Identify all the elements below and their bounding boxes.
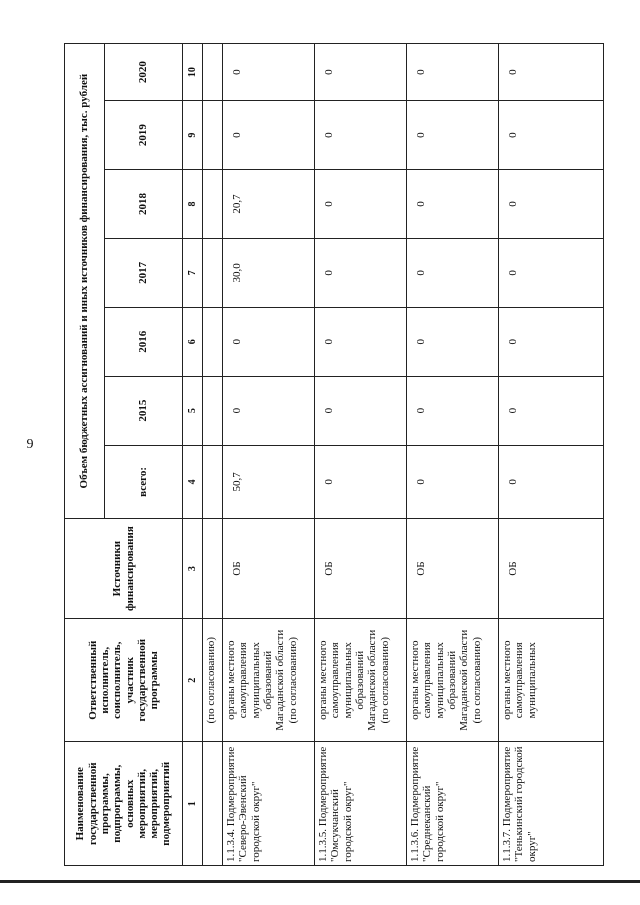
cell-value: 0 [223,307,315,376]
header-year: 2017 [105,238,183,307]
header-year: 2020 [105,44,183,101]
col-number: 1 [183,742,203,866]
cell-value: 0 [499,101,604,170]
cell-value: 0 [407,101,499,170]
cell-value: 0 [315,44,407,101]
header-year: 2019 [105,101,183,170]
col-number: 3 [183,519,203,619]
cell-value: 50,7 [223,445,315,519]
cell-source [203,519,223,619]
cell-name: 1.1.3.4. Подмероприятие "Северо-Эвенский городской округ" [223,742,315,866]
page-number: 9 [26,437,34,452]
table-row [407,44,499,866]
cell-value: 0 [315,170,407,239]
cell-source: ОБ [499,519,604,619]
cell-value: 30,0 [223,238,315,307]
cell-name [203,742,223,866]
cell-value: 0 [499,307,604,376]
cell-value: 0 [407,307,499,376]
cell-value: 0 [499,170,604,239]
col-number: 8 [183,170,203,239]
financing-table [64,43,604,866]
cell-value: 0 [315,238,407,307]
financing-table-rotated [64,43,604,866]
header-total: всего: [105,445,183,519]
cell-value: 0 [499,238,604,307]
cell-source: ОБ [223,519,315,619]
header-year: 2018 [105,170,183,239]
col-number: 4 [183,445,203,519]
col-number: 2 [183,618,203,742]
cell-executor: органы местного самоуправления муниципальных образований Магаданской области (по согласованию) [223,618,315,742]
cell-value: 0 [223,376,315,445]
header-year: 2016 [105,307,183,376]
header-year: 2015 [105,376,183,445]
cell-value: 0 [407,238,499,307]
col-number: 5 [183,376,203,445]
cell-value: 0 [315,376,407,445]
header-executor: Ответственный исполнитель, соисполнитель, участник государственной программы [65,618,183,742]
cell-value: 0 [499,445,604,519]
table-row [315,44,407,866]
cell-executor: органы местного самоуправления муниципальных образований Магаданской области (по согласованию) [407,618,499,742]
cell-value: 0 [407,376,499,445]
col-number: 10 [183,44,203,101]
header-volume: Объем бюджетных ассигнований и иных источников финансирования, тыс. рублей [65,44,105,519]
cell-value: 0 [407,44,499,101]
cell-value: 0 [315,445,407,519]
cell-value: 0 [315,101,407,170]
cell-source: ОБ [315,519,407,619]
cell-name: 1.1.3.7. Подмероприятие "Тенькинский городской округ" [499,742,604,866]
cell-value: 0 [223,101,315,170]
scan-edge-divider [0,880,640,883]
table-row-carry [203,44,223,866]
cell-source: ОБ [407,519,499,619]
col-number: 7 [183,238,203,307]
cell-value: 20,7 [223,170,315,239]
cell-name: 1.1.3.6. Подмероприятие "Среднеканский городской округ" [407,742,499,866]
header-source: Источники финансирования [65,519,183,619]
cell-executor: (по согласованию) [203,618,223,742]
cell-value: 0 [315,307,407,376]
col-number: 9 [183,101,203,170]
cell-value: 0 [499,44,604,101]
header-name: Наименование государственной программы, подпрограммы, основных мероприятий, мероприятий, подмероприятий [65,742,183,866]
table-row [499,44,604,866]
cell-value: 0 [407,445,499,519]
table-row [223,44,315,866]
col-number: 6 [183,307,203,376]
cell-value: 0 [499,376,604,445]
cell-executor: органы местного самоуправления муниципальных образований Магаданской области (по согласованию) [315,618,407,742]
cell-executor: органы местного самоуправления муниципальных [499,618,604,742]
cell-value: 0 [407,170,499,239]
cell-name: 1.1.3.5. Подмероприятие "Омсукчанский городской округ" [315,742,407,866]
cell-value: 0 [223,44,315,101]
